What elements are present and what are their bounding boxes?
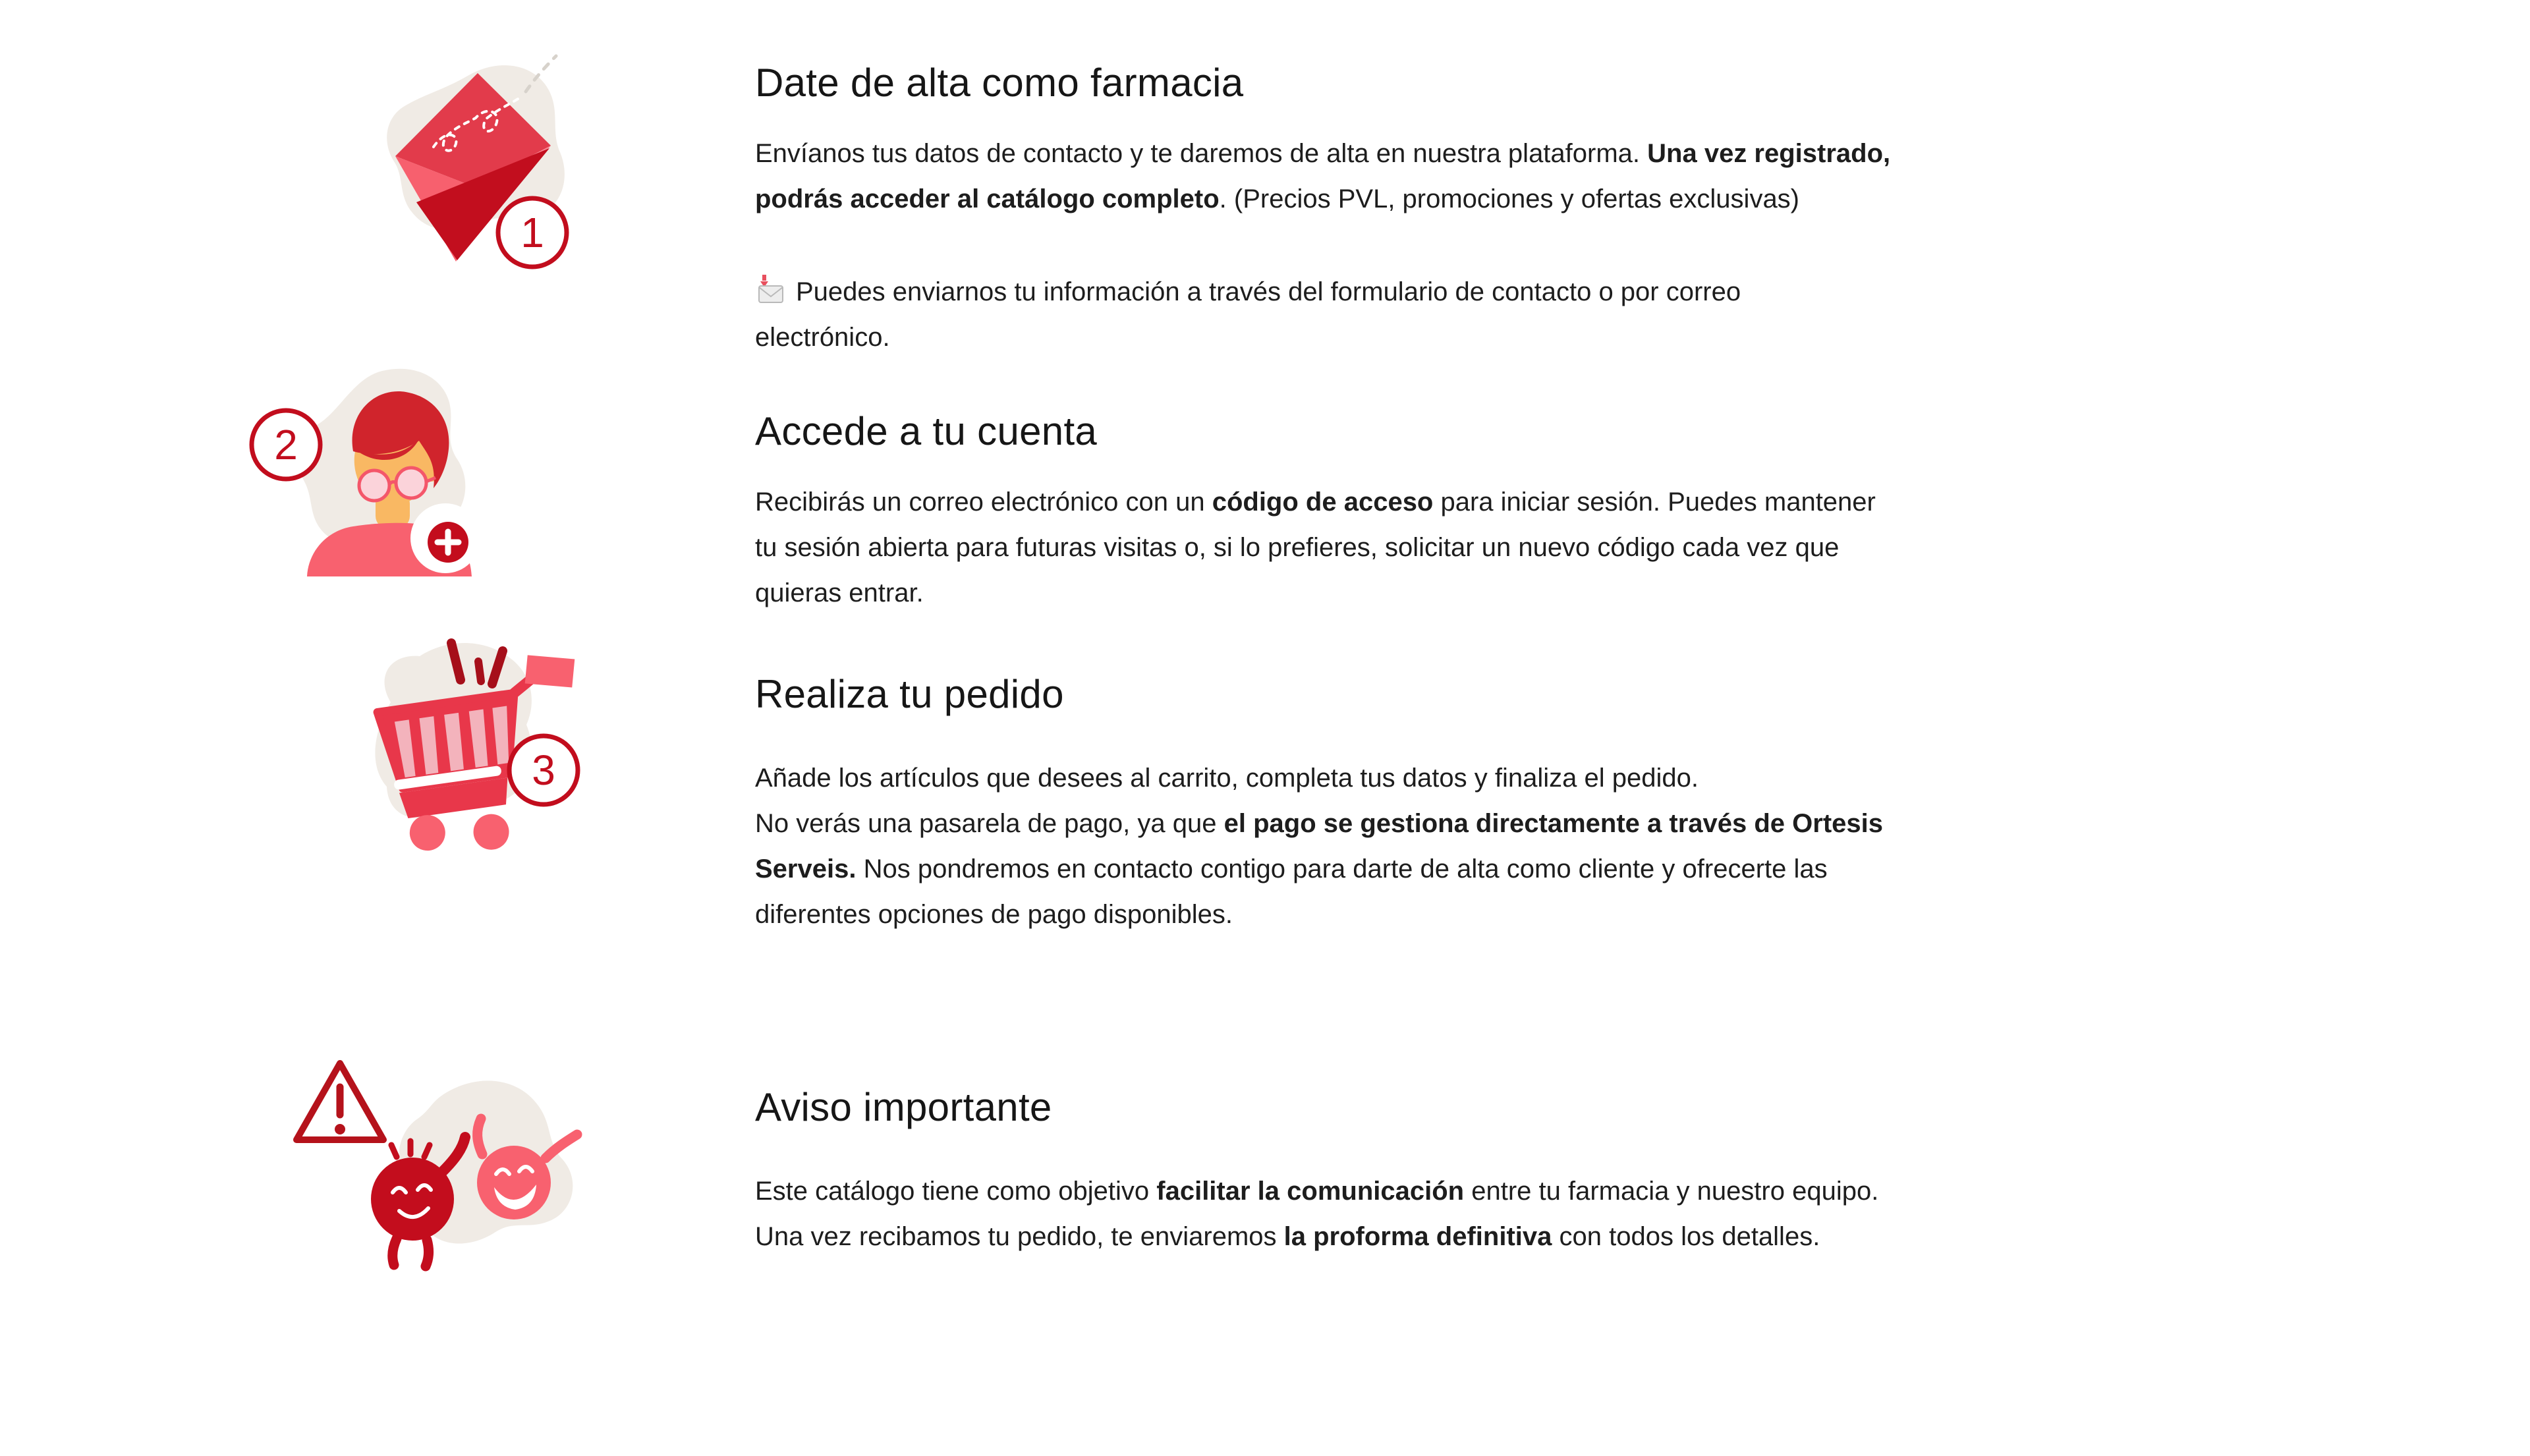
step-1-title: Date de alta como farmacia — [755, 61, 1244, 105]
badge-1-number: 1 — [520, 209, 544, 256]
incoming-mail-icon — [755, 275, 787, 306]
warning-characters-illustration — [277, 1041, 606, 1291]
step-1-mail-text: Puedes enviarnos tu información a través del formulario de contacto o por correo electrónico. — [755, 277, 1741, 352]
step-2-login — [755, 406, 2336, 616]
badge-2 — [252, 410, 320, 479]
step-4-paragraph: Este catálogo tiene como objetivo facilitar la comunicación entre tu farmacia y nuestro equipo. Una vez recibamos tu pedido, te enviaremos la proforma definitiva con todos los detalles. — [755, 1177, 1879, 1251]
shopping-cart-illustration — [326, 625, 590, 863]
wheel-right — [471, 812, 511, 852]
step-1-mail-paragraph — [755, 269, 2336, 360]
step-1-register — [755, 58, 2336, 360]
badge-2-number: 2 — [274, 421, 298, 468]
badge-3-number: 3 — [532, 746, 555, 794]
step-2-title: Accede a tu cuenta — [755, 409, 1098, 453]
badge-1 — [498, 198, 567, 267]
badge-3 — [509, 736, 578, 804]
step-2-paragraph: Recibirás un correo electrónico con un código de acceso para iniciar sesión. Puedes mantener tu sesión abierta para futuras visitas o, si lo prefieres, solicitar un nuevo código cada vez que quieras entrar. — [755, 488, 1876, 607]
wheel-left — [407, 813, 447, 853]
open-envelope-illustration — [356, 49, 590, 273]
step-4-title: Aviso importante — [755, 1085, 1052, 1129]
add-user-illustration — [242, 359, 493, 576]
step-1-paragraph: Envíanos tus datos de contacto y te daremos de alta en nuestra plataforma. Una vez registrado, podrás acceder al catálogo completo. (Precios PVL, promociones y ofertas exclusivas) — [755, 139, 1891, 213]
warning-triangle-icon — [296, 1063, 383, 1140]
step-4-notice — [755, 1082, 2336, 1260]
step-3-title: Realiza tu pedido — [755, 672, 1064, 716]
step-3-paragraph: Añade los artículos que desees al carrito, completa tus datos y finaliza el pedido. No verás una pasarela de pago, ya que el pago se gestiona directamente a través de Ortesis Serveis. Nos pondremos en contacto contigo para darte de alta como cliente y ofrecerte las diferentes opciones de pago disponibles. — [755, 764, 1884, 929]
step-3-order — [755, 669, 2336, 938]
add-plus-icon — [428, 522, 468, 563]
